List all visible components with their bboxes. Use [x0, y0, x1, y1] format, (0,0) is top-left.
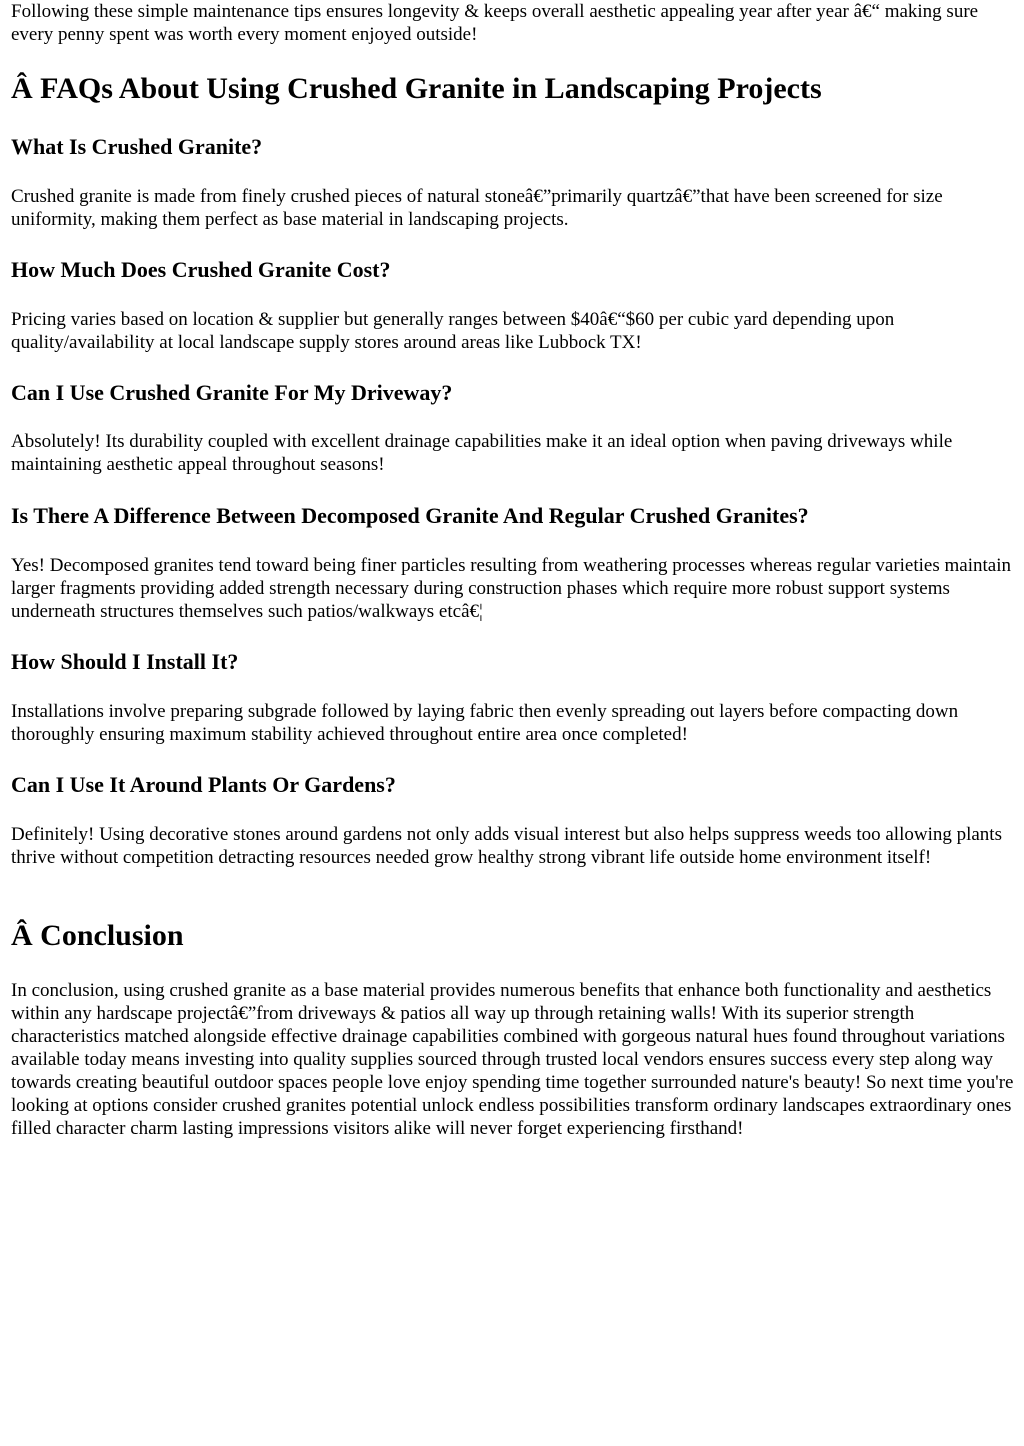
faq-answer-5: Installations involve preparing subgrade followed by laying fabric then evenly spreading out layers before compacting down thoroughly ensuring maximum stability achieved throughout entire area once completed! — [11, 701, 959, 745]
faq-question-1: What Is Crushed Granite? — [11, 134, 263, 159]
faq-question-2: How Much Does Crushed Granite Cost? — [11, 257, 391, 282]
faq-question-5: How Should I Install It? — [11, 649, 239, 674]
faq-answer-6: Definitely! Using decorative stones around gardens not only adds visual interest but also helps suppress weeds too allowing plants thrive without competition detracting resources needed grow healthy strong vibrant life outside home environment itself! — [11, 824, 1002, 868]
faq-question-6: Can I Use It Around Plants Or Gardens? — [11, 772, 396, 797]
faq-answer-2: Pricing varies based on location & supplier but generally ranges between $40â€“$60 per cubic yard depending upon quality/availability at local landscape supply stores around areas like Lubbock TX! — [11, 309, 895, 353]
faq-heading: Â FAQs About Using Crushed Granite in Landscaping Projects — [11, 72, 822, 105]
faq-answer-1: Crushed granite is made from finely crushed pieces of natural stoneâ€”primarily quartzâ€”that have been screened for size uniformity, making them perfect as base material in landscaping projects. — [11, 186, 943, 230]
faq-answer-4: Yes! Decomposed granites tend toward being finer particles resulting from weathering processes whereas regular varieties maintain larger fragments providing added strength necessary during construction phases which require more robust support systems underneath structures themselves such patios/walkways etcâ€¦ — [11, 555, 1011, 622]
conclusion-paragraph: In conclusion, using crushed granite as a base material provides numerous benefits that enhance both functionality and aesthetics within any hardscape projectâ€”from driveways & patios all way up through retaining walls! With its superior strength characteristics matched alongside effective drainage capabilities combined with gorgeous natural hues found throughout variations available today means investing into quality supplies sourced through trusted local vendors ensures success every step along way towards creating beautiful outdoor spaces people love enjoy spending time together surrounded nature's beauty! So next time you're looking at options consider crushed granites potential unlock endless possibilities transform ordinary landscapes extraordinary ones filled character charm lasting impressions visitors alike will never forget experiencing firsthand! — [11, 980, 1014, 1139]
faq-question-3: Can I Use Crushed Granite For My Driveway? — [11, 380, 453, 405]
faq-question-4: Is There A Difference Between Decomposed Granite And Regular Crushed Granites? — [11, 503, 809, 528]
faq-answer-3: Absolutely! Its durability coupled with excellent drainage capabilities make it an ideal option when paving driveways while maintaining aesthetic appeal throughout seasons! — [11, 431, 953, 475]
conclusion-heading: Â Conclusion — [11, 919, 184, 952]
intro-paragraph: Following these simple maintenance tips ensures longevity & keeps overall aesthetic appealing year after year â€“ making sure every penny spent was worth every moment enjoyed outside! — [11, 1, 979, 45]
